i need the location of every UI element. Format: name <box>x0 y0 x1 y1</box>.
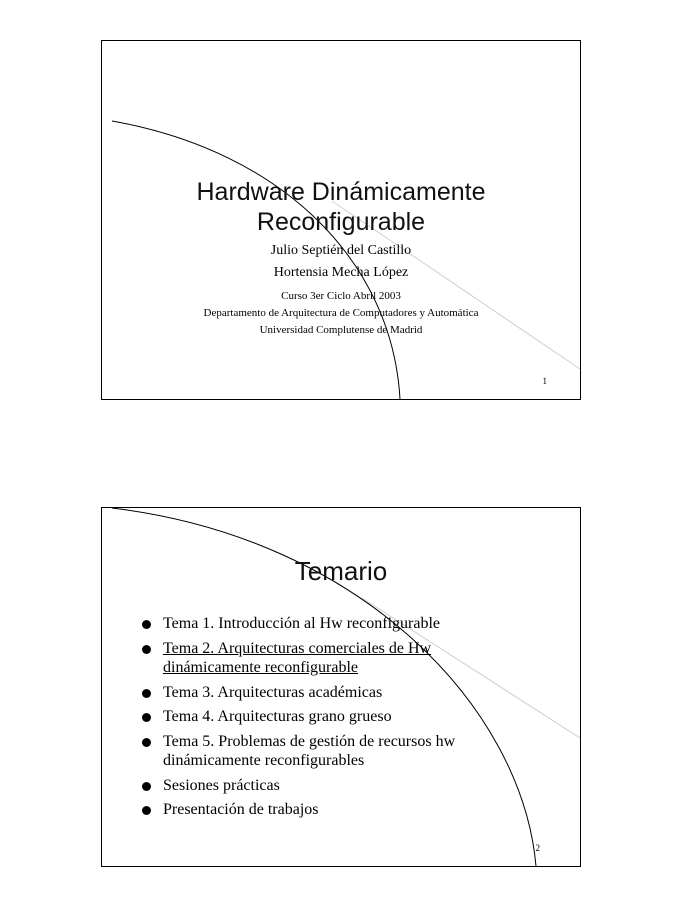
bullet-icon <box>142 806 151 815</box>
bullet-icon <box>142 738 151 747</box>
list-item: Sesiones prácticas <box>142 776 562 796</box>
list-item: Tema 1. Introducción al Hw reconfigurable <box>142 614 562 634</box>
title-line-1: Hardware Dinámicamente <box>196 178 486 206</box>
list-item: Presentación de trabajos <box>142 800 562 820</box>
university-line: Universidad Complutense de Madrid <box>259 324 423 336</box>
author-1: Julio Septién del Castillo <box>270 243 412 258</box>
title-line-2: Reconfigurable <box>256 208 426 236</box>
slide-1 <box>101 40 581 400</box>
bullet-icon <box>142 620 151 629</box>
page-number: 1 <box>542 376 547 386</box>
course-line: Curso 3er Ciclo Abril 2003 <box>281 290 401 302</box>
slide-2-title: Temario <box>294 556 388 586</box>
topic-2-link[interactable]: Tema 2. Arquitecturas comerciales de Hw dinámicamente reconfigurable <box>163 639 432 676</box>
list-item: Tema 4. Arquitecturas grano grueso <box>142 707 562 727</box>
author-2: Hortensia Mecha López <box>273 265 409 280</box>
bullet-icon <box>142 645 151 654</box>
slide-2 <box>101 507 581 867</box>
bullet-icon <box>142 782 151 791</box>
list-item: Tema 3. Arquitecturas académicas <box>142 683 562 703</box>
list-item: Tema 5. Problemas de gestión de recursos hw dinámicamente reconfigurables <box>142 732 562 771</box>
bullet-icon <box>142 689 151 698</box>
department-line: Departamento de Arquitectura de Computadores y Automática <box>203 307 479 319</box>
slide-1-title <box>102 177 580 237</box>
list-item[interactable] <box>142 639 562 678</box>
bullet-icon <box>142 713 151 722</box>
page-number: 2 <box>535 843 540 853</box>
topic-list <box>142 614 562 825</box>
